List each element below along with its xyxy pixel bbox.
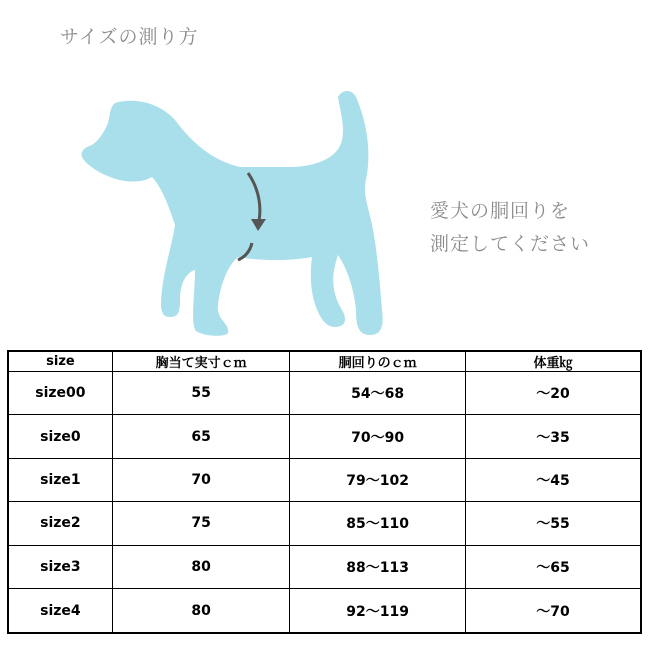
header-girth: 胴回りのｃｍ [290,351,466,372]
instruction-text [430,195,590,261]
table-row [8,415,641,458]
instruction-line-1: 愛犬の胴回りを [430,200,571,222]
dog-body [82,91,383,336]
cell-girth: 88～113 [290,545,466,588]
cell-girth: 54～68 [290,372,466,415]
header-chest: 胸当て実寸ｃｍ [112,351,290,372]
cell-chest: 80 [112,589,290,633]
cell-chest: 80 [112,545,290,588]
cell-size: size00 [8,372,112,415]
page-title: サイズの測り方 [60,26,199,48]
instruction-line-2: 測定してください [430,233,591,255]
cell-girth: 79～102 [290,458,466,501]
cell-weight: ～45 [465,458,641,501]
cell-weight: ～35 [465,415,641,458]
table-header-row [8,351,641,372]
cell-chest: 65 [112,415,290,458]
table-row [8,458,641,501]
cell-girth: 92～119 [290,589,466,633]
cell-size: size0 [8,415,112,458]
header-size: size [8,351,112,372]
cell-chest: 55 [112,372,290,415]
cell-girth: 85～110 [290,502,466,545]
cell-chest: 75 [112,502,290,545]
cell-size: size3 [8,545,112,588]
cell-weight: ～55 [465,502,641,545]
cell-chest: 70 [112,458,290,501]
table-row [8,502,641,545]
cell-girth: 70～90 [290,415,466,458]
cell-weight: ～65 [465,545,641,588]
cell-weight: ～70 [465,589,641,633]
cell-weight: ～20 [465,372,641,415]
header-weight: 体重㎏ [465,351,641,372]
table-row [8,372,641,415]
table-row [8,589,641,633]
cell-size: size4 [8,589,112,633]
cell-size: size2 [8,502,112,545]
cell-size: size1 [8,458,112,501]
table-row [8,545,641,588]
dog-silhouette-icon [80,85,400,345]
size-table [7,350,642,634]
